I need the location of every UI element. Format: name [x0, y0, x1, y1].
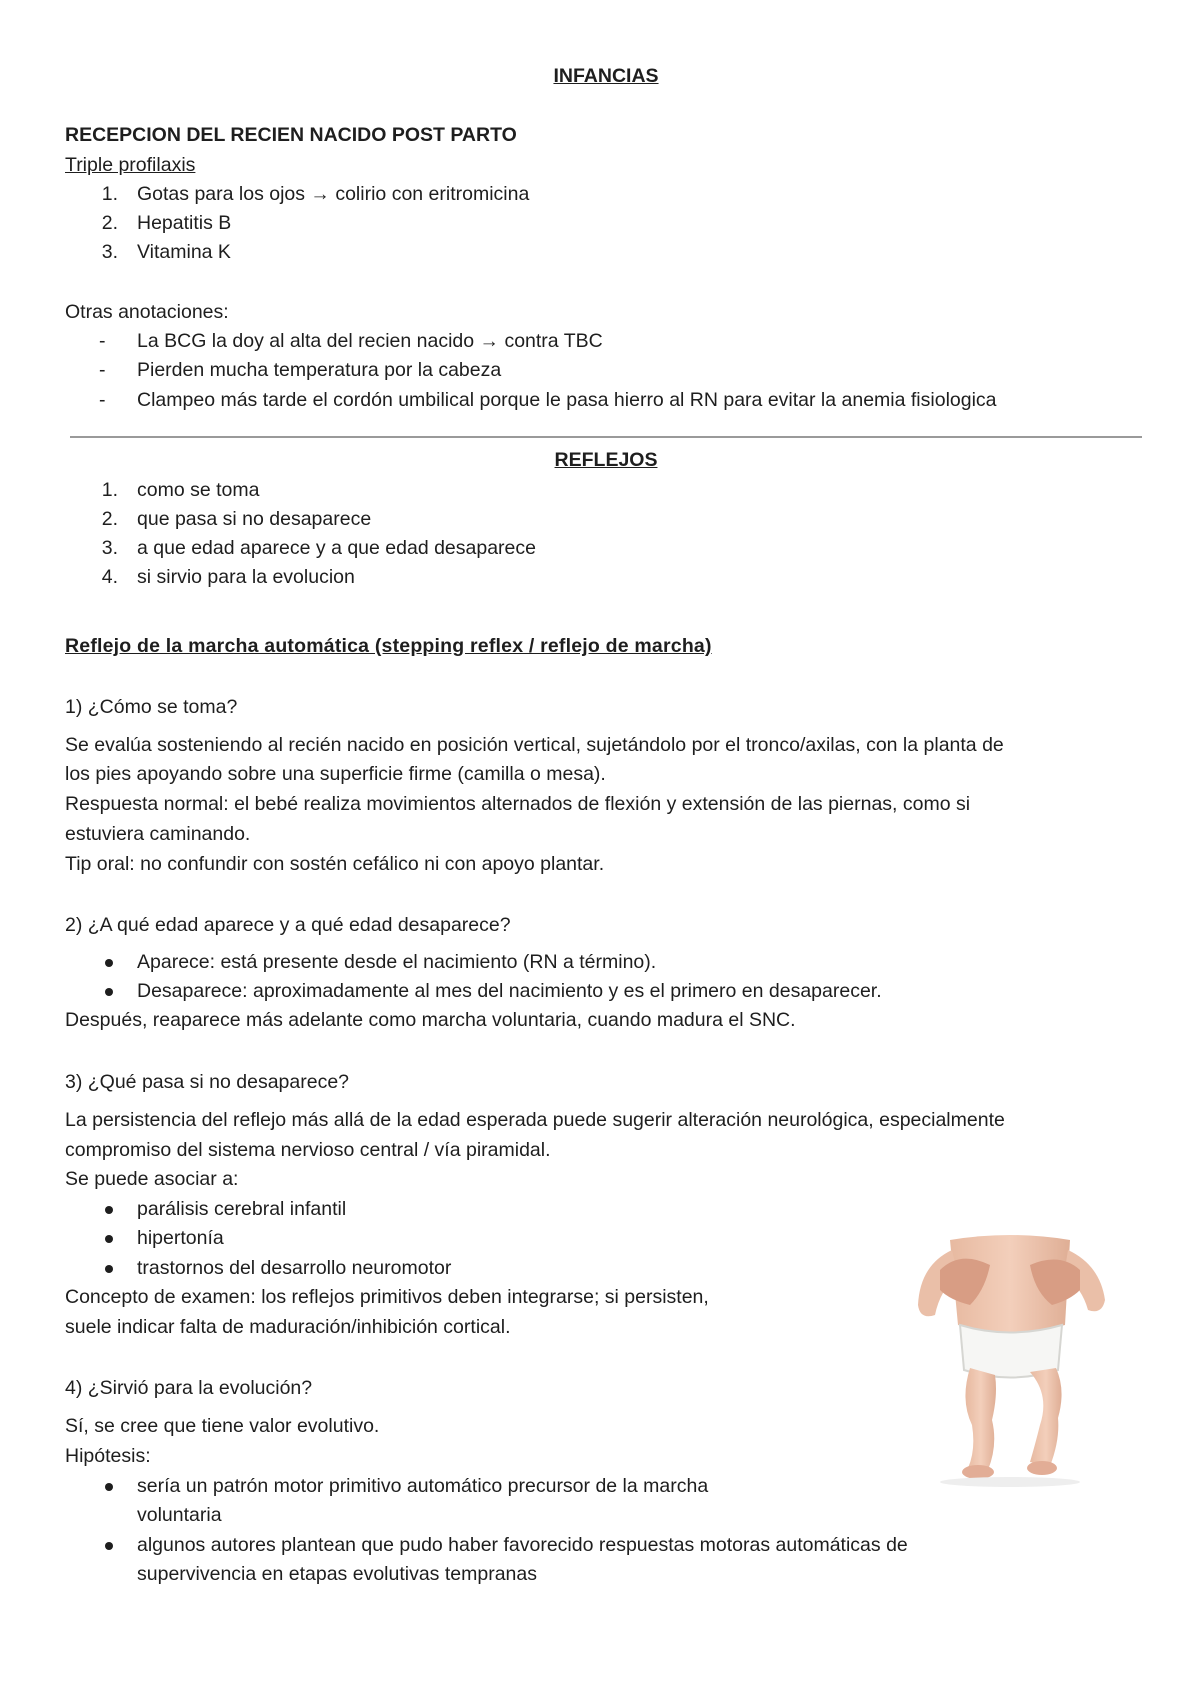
paragraph-line: compromiso del sistema nervioso central / vía piramidal. — [65, 1139, 551, 1161]
horizontal-divider — [70, 436, 1142, 438]
note-item: La BCG la doy al alta del recien nacido → contra TBC — [137, 330, 603, 352]
note-item: Clampeo más tarde el cordón umbilical porque le pasa hierro al RN para evitar la anemia fisiologica — [137, 389, 997, 411]
list-item-number: 3. — [101, 241, 118, 263]
list-item: Hepatitis B — [137, 212, 232, 234]
paragraph-line: los pies apoyando sobre una superficie firme (camilla o mesa). — [65, 763, 606, 785]
bullet-item: parálisis cerebral infantil — [137, 1198, 347, 1220]
bullet-dot — [105, 1542, 113, 1550]
bullet-item: sería un patrón motor primitivo automático precursor de la marcha — [137, 1475, 709, 1497]
reflex-heading: Reflejo de la marcha automática (stepping reflex / reflejo de marcha) — [65, 635, 712, 657]
list-item-number: 3. — [101, 537, 118, 559]
subheading-triple-profilaxis: Triple profilaxis — [65, 154, 196, 176]
paragraph-line: Concepto de examen: los reflejos primitivos deben integrarse; si persisten, — [65, 1286, 709, 1308]
list-item: como se toma — [137, 479, 260, 501]
bullet-item: Aparece: está presente desde el nacimiento (RN a término). — [137, 951, 657, 973]
dash-bullet: - — [99, 359, 106, 381]
bullet-dot — [105, 1265, 113, 1273]
paragraph-line: Respuesta normal: el bebé realiza movimientos alternados de flexión y extensión de las piernas, como si — [65, 793, 971, 815]
section-heading-reflejos: REFLEJOS — [554, 449, 658, 471]
question-3: 3) ¿Qué pasa si no desaparece? — [65, 1071, 350, 1093]
list-item: que pasa si no desaparece — [137, 508, 372, 530]
dash-bullet: - — [99, 389, 106, 411]
bullet-item: trastornos del desarrollo neuromotor — [137, 1257, 452, 1279]
bullet-dot — [105, 1483, 113, 1491]
list-item: Gotas para los ojos → colirio con eritromicina — [137, 183, 530, 205]
question-1: 1) ¿Cómo se toma? — [65, 696, 238, 718]
bullet-item-continuation: supervivencia en etapas evolutivas tempranas — [137, 1563, 537, 1585]
list-item-number: 2. — [101, 212, 118, 234]
bullet-item: hipertonía — [137, 1227, 224, 1249]
list-item: a que edad aparece y a que edad desaparece — [137, 537, 536, 559]
paragraph-line: Se evalúa sosteniendo al recién nacido en posición vertical, sujetándolo por el tronco/axilas, con la planta de — [65, 734, 1004, 756]
list-item: si sirvio para la evolucion — [137, 566, 355, 588]
bullet-dot — [105, 1235, 113, 1243]
paragraph-line: suele indicar falta de maduración/inhibición cortical. — [65, 1316, 511, 1338]
bullet-dot — [105, 988, 113, 996]
document-title: INFANCIAS — [553, 65, 659, 87]
list-item-number: 2. — [101, 508, 118, 530]
baby-stepping-reflex-illustration — [880, 1230, 1140, 1490]
question-2: 2) ¿A qué edad aparece y a qué edad desaparece? — [65, 914, 511, 936]
list-item-number: 1. — [101, 479, 118, 501]
bullet-item: algunos autores plantean que pudo haber favorecido respuestas motoras automáticas de — [137, 1534, 908, 1556]
bullet-dot — [105, 959, 113, 967]
note-item: Pierden mucha temperatura por la cabeza — [137, 359, 502, 381]
paragraph-line: Sí, se cree que tiene valor evolutivo. — [65, 1415, 380, 1437]
dash-bullet: - — [99, 330, 106, 352]
bullet-item: Desaparece: aproximadamente al mes del nacimiento y es el primero en desaparecer. — [137, 980, 882, 1002]
paragraph-line: La persistencia del reflejo más allá de la edad esperada puede sugerir alteración neurológica, especialmente — [65, 1109, 1005, 1131]
paragraph-line: Se puede asociar a: — [65, 1168, 239, 1190]
bullet-item-continuation: voluntaria — [137, 1504, 222, 1526]
paragraph-line: Hipótesis: — [65, 1445, 151, 1467]
paragraph-line: Tip oral: no confundir con sostén cefálico ni con apoyo plantar. — [65, 853, 605, 875]
list-item-number: 1. — [101, 183, 118, 205]
paragraph-line: estuviera caminando. — [65, 823, 251, 845]
question-4: 4) ¿Sirvió para la evolución? — [65, 1377, 313, 1399]
list-item-number: 4. — [101, 566, 118, 588]
paragraph-line: Después, reaparece más adelante como marcha voluntaria, cuando madura el SNC. — [65, 1009, 796, 1031]
list-item: Vitamina K — [137, 241, 231, 263]
bullet-dot — [105, 1206, 113, 1214]
notes-label: Otras anotaciones: — [65, 301, 229, 323]
section-heading-reception: RECEPCION DEL RECIEN NACIDO POST PARTO — [65, 124, 517, 146]
